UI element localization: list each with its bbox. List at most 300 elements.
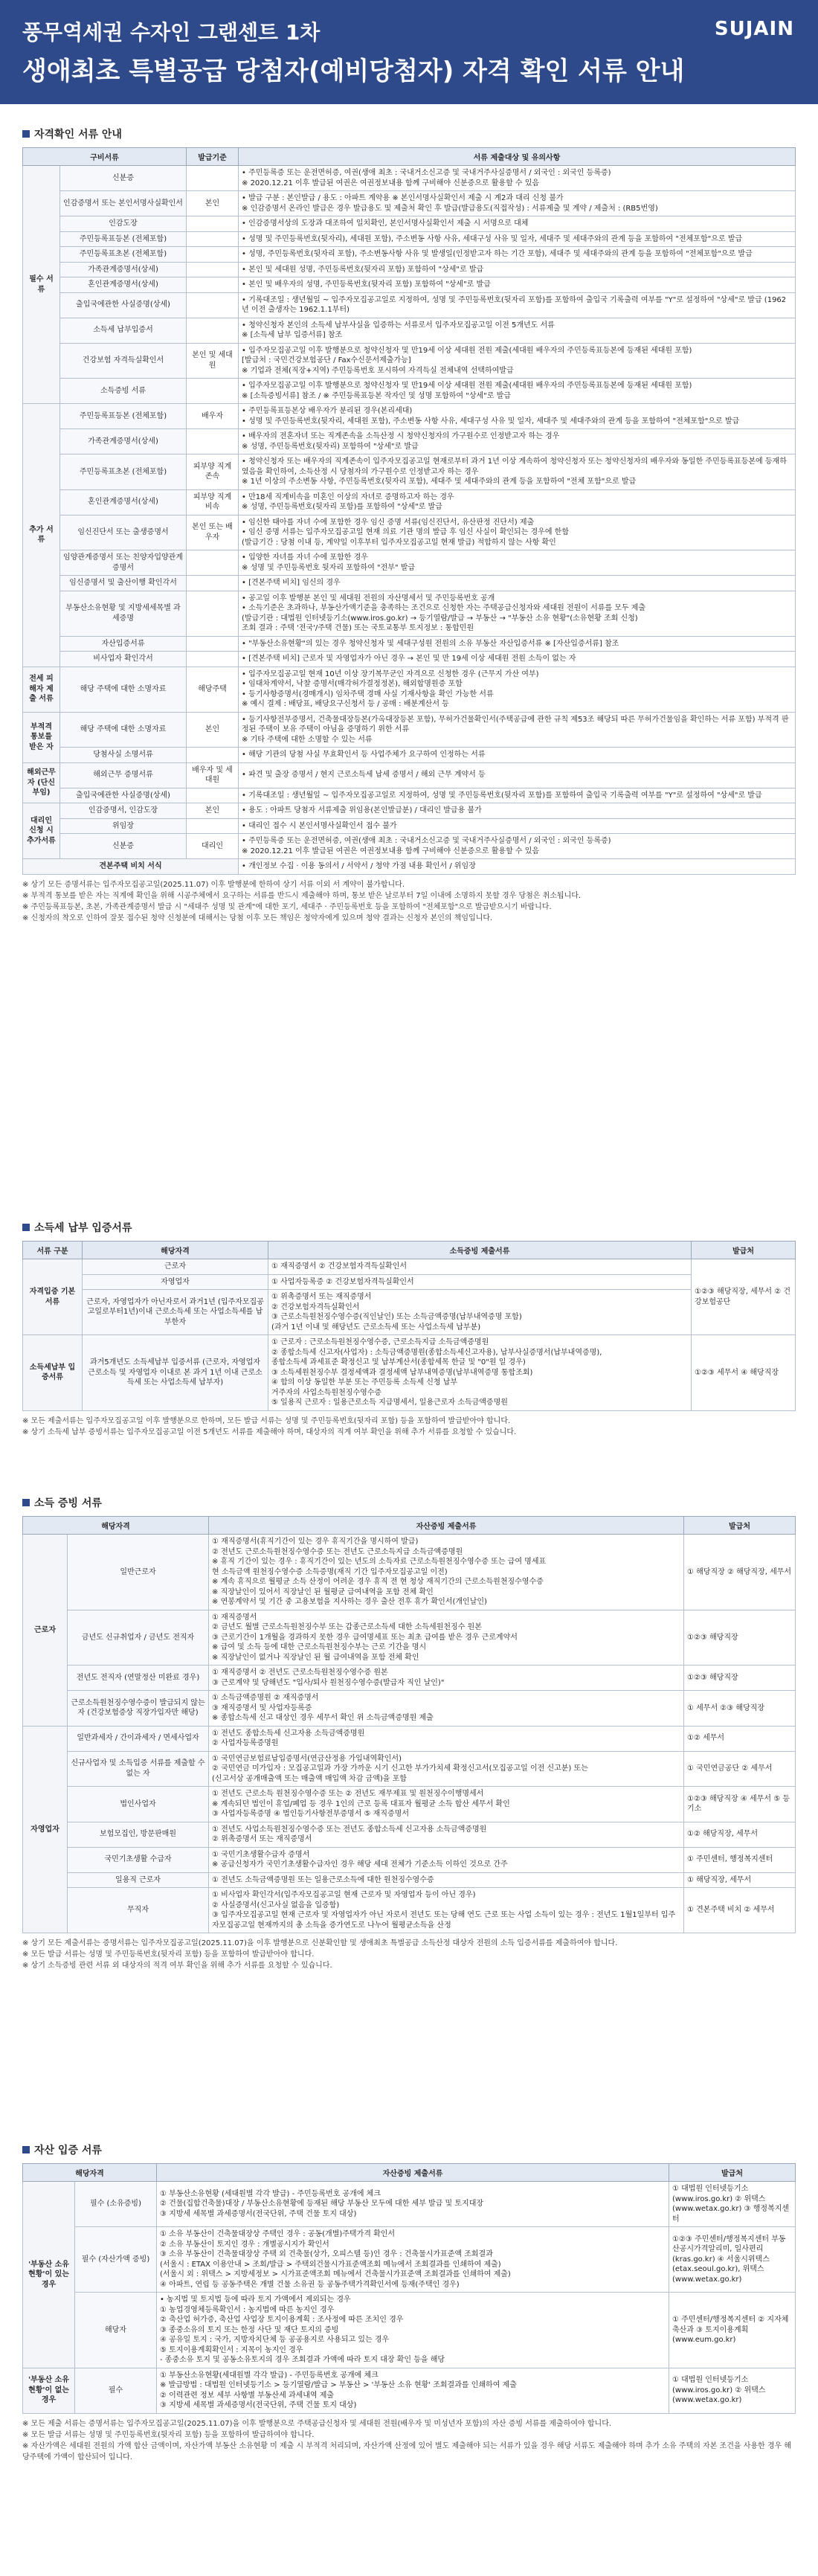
doc-description — [209, 1535, 684, 1610]
doc-name: 주민등록표등본 (전체포함) — [60, 231, 187, 247]
doc-name: 신분증 — [60, 834, 187, 859]
qualification: 과거5개년도 소득세납부 입증서류 (근로자, 자영업자 근로소득 및 자영업자 이내로 본 과거 1년 이내 근로소득세 또는 사업소득세 납부자) — [83, 1335, 268, 1411]
col-header: 발급처 — [684, 1517, 796, 1535]
issuer — [187, 292, 239, 318]
description-line: ① 위촉증명서 또는 재직증명서 — [271, 1293, 372, 1301]
description-line: ※ 공급신청자가 국민기초생활수급자인 경우 해당 세대 전체가 기준소득 이하인 것으로 간주 — [212, 1860, 508, 1869]
doc-description — [239, 762, 796, 788]
square-bullet-icon — [22, 1499, 30, 1506]
doc-description — [239, 591, 796, 636]
issuer — [187, 262, 239, 277]
table-row — [23, 166, 796, 191]
description-line: ※ 2020.12.21 이후 발급된 여권은 여권정보내용 함께 구비해야 신분증으로 활용할 수 있음 — [242, 847, 540, 855]
description-line: 종합소득세 과세표준 확정신고 및 납부계산서(종합세목 한글 및 "0"원 일 경우) — [271, 1358, 526, 1366]
description-line: ② 종합소득세 신고자(사업자) : 소득금액증명원(종합소득세신고자용), 납부사실증명서(납부내역증명), — [271, 1348, 602, 1357]
description-line: ① 전년도 소득금액증명원 또는 일용근로소득에 대한 원천징수영수증 — [212, 1875, 434, 1884]
description-line: • 공고일 이후 발행분 본인 및 세대원 전원의 자산명세서 및 주민등록번호 공개 — [242, 594, 495, 603]
table-row — [23, 404, 796, 429]
description-line: ① 소득금액증명원 ② 재직증명서 — [212, 1694, 319, 1702]
description-line: ※ 계속되던 법인이 휴업/폐업 등 경우 1인의 근로 등록 대표자 월평균 소득 합산 세무서 확인 — [212, 1799, 510, 1808]
table-row — [23, 292, 796, 318]
table-row — [23, 762, 796, 788]
doc-name: 자산입증서류 — [60, 636, 187, 652]
description-line: • 입주자모집공고일 이후 발행분으로 청약신청자 및 만19세 이상 세대원 전원 제출(세대원 배우자의 주민등록표등본에 등재된 세대원 포함) — [242, 346, 692, 355]
note-line: ※ 모든 발급 서류는 성명 및 주민등록번호(뒷자리 포함) 등을 포함하여 발급받아야 합니다. — [22, 1950, 315, 1959]
doc-name: 건강보험 자격득실확인서 — [60, 343, 187, 379]
issuer: ① 주민센터, 행정복지센터 — [684, 1847, 796, 1872]
description-line: (서울시 : ETAX 이용안내 > 조회/발급 > 주택외건물시가표준액조회 메뉴에서 조회결과를 인쇄하여 제출) — [160, 2260, 501, 2269]
description-line: ※ 연봉계약서 및 기간 중 고용보험을 지사하는 경우 출산 전후 휴가 확인서(개인날인) — [212, 1598, 487, 1606]
description-line: ※ 휴직 기간이 있는 경우 : 휴직기간이 있는 년도의 소득자료 근로소득원천징수영수증 또는 급여 명세표 — [212, 1558, 547, 1566]
issuer: ①②③ 해당직장 — [684, 1666, 796, 1691]
description-line: ① 전년도 종합소득세 신고자용 소득금액증명원 — [212, 1729, 365, 1738]
description-line: ② 소유 부동산이 토지인 경우 : 개별공시지가 확인서 — [160, 2240, 329, 2249]
description-line: ② 축산업 허가증, 축산업 사업장 토지이용계획 : 조사정에 따른 조치인 경우 — [160, 2316, 404, 2324]
doc-description — [239, 318, 796, 343]
description-line: • 인감증명서상의 도장과 대조하여 일치확인, 본인서명사실확인서 제출 시 서명으로 대체 — [242, 219, 529, 228]
description-line: ② 국민연금 미가입자 : 모집공고일과 가장 가까운 시기 신고한 부가가치세 확정신고서(모집공고일 이전 신고분) 또는 — [212, 1764, 588, 1773]
table-row — [23, 216, 796, 232]
table-row — [23, 576, 796, 591]
square-bullet-icon — [22, 130, 30, 138]
issuer: 본인 — [187, 803, 239, 819]
issuer — [187, 818, 239, 834]
doc-name: 혼인관계증명서(상세) — [60, 277, 187, 293]
description-line: ② 금년도 월별 근로소득원천징수부 또는 갑종근로소득세 대한 소득세원천징수 원본 — [212, 1623, 482, 1631]
qualification: 무직자 — [68, 1888, 209, 1933]
issuer — [187, 166, 239, 191]
col-header: 자산증빙 제출서류 — [209, 1517, 684, 1535]
issuer: 본인 — [187, 191, 239, 216]
description-line: ① 전년도 근로소득 원천징수영수증 또는 ② 전년도 재무제표 및 원천징수이행명세서 — [212, 1790, 484, 1798]
description-line: • 등기사항전부증명서, 건축물대장등본(가옥대장등본 포함), 무허가건물확인서(주택공급에 관한 규칙 제53조 해당되 따른 무허가건물임을 확인하는 서류 포함) 부적격 판정된 주택이 보유 주택이 아님을 증명하기 위한 서류 — [242, 715, 789, 733]
table-row — [23, 2368, 796, 2413]
description-line: ※ [소득세 납부 입증서류] 참조 — [242, 331, 343, 339]
description-line: ※ 급여 및 소득 등에 대한 근로소득원천징수부는 근로 기간을 명시 — [212, 1643, 427, 1651]
section-notes — [22, 1416, 796, 1438]
doc-description — [209, 1751, 684, 1787]
note-line: ※ 모든 발급 서류는 성명 및 주민등록번호(뒷자리 포함) 등을 포함하여 발급하여야 합니다. — [22, 2430, 315, 2439]
description-line: ① 소유 부동산이 건축물대장상 주택인 경우 : 공동(개별)주택가격 확인서 — [160, 2230, 396, 2238]
description-line: • 개인정보 수집 · 이용 동의서 / 서약서 / 청약 가점 내용 확인서 / 위임장 — [242, 862, 476, 870]
description-line: 현 소득금액 원천징수영수증 소득증명(재직 기간 입주자모집공고일 이전) — [212, 1567, 448, 1576]
doc-description — [157, 2182, 669, 2227]
description-line: • 입양한 자녀를 자녀 수에 포함한 경우 — [242, 553, 368, 562]
description-line: • 기록대조일 : 생년월일 ~ 입주자모집공고일로 지정하여, 성명 및 주민등록번호(뒷자리 포함)를 포함하여 출입국 기록출력 여부를 "Y"로 설정하여 "상세"로 발급 (1962년 이전 출생자는 1962.1.1부터) — [242, 295, 787, 314]
doc-name: 당첨사실 소명서류 — [60, 748, 187, 763]
description-line: • 본인 및 배우자의 성명, 주민등록번호(뒷자리 포함) 포함하여 "상세"로 발급 — [242, 280, 491, 289]
table-header-row — [23, 1242, 796, 1259]
description-line: ④ 공유일 토지 : 국가, 지방자치단체 등 공공용지로 사용되고 있는 경우 — [160, 2336, 390, 2344]
table-row — [23, 318, 796, 343]
description-line: ③ 재직증명서 및 사업자등록증 — [212, 1703, 312, 1712]
qualification: 자영업자 — [83, 1274, 268, 1290]
qualification: 근로자, 자영업자가 아닌자로서 과거1년 (입주자모집공고일로부터1년)이내 근로소득세 또는 사업소득세를 납부한자 — [83, 1290, 268, 1335]
section-notes — [22, 2418, 796, 2463]
description-line: • 주민등록증 또는 운전면허증, 여권(생애 최초 : 국내거소신고증 및 국내거주사실증명서 / 외국인 : 외국인 등록증) — [242, 837, 611, 845]
doc-description — [268, 1290, 692, 1335]
description-line: • 파견 및 출장 증명서 / 현지 근로소득세 납세 증명서 / 해외 근무 계약서 등 — [242, 771, 486, 780]
issuer: 본인 또는 배우자 — [187, 515, 239, 550]
table-row — [23, 652, 796, 667]
table-row — [23, 667, 796, 712]
doc-description — [239, 712, 796, 748]
section-asset-proof-docs — [22, 2142, 796, 2463]
note-line: ※ 상기 소득세 납부 증빙서류는 입주자모집공고일 이전 5개년도 서류를 제출해야 하며, 대상자의 직계 여부 확인을 위해 추가 서류를 요청할 수 있습니다. — [22, 1427, 517, 1436]
issuer: ① 세무서 ②③ 해당직장 — [684, 1691, 796, 1727]
description-line: • "부동산소유현황"의 있는 경우 청약신청자 및 세대구성원 전원의 소유 부동산 자산입증서류 ※ [자산입증서류] 참조 — [242, 639, 619, 648]
doc-name: 가족관계증명서(상세) — [60, 262, 187, 277]
doc-description — [239, 455, 796, 490]
description-line: ④ 합의 이상 동일한 부분 또는 주민등록 소득세 신청 납부 — [271, 1378, 458, 1387]
description-line: ※ 종합소득세 신고 대상인 경우 세무서 확인 위 소득금액증명원 제출 — [212, 1714, 434, 1722]
note-line: ※ 상기 모든 제출서류는 증명서류는 입주자모집공고일(2025.11.07)을 이후 발행분으로 신분확인할 및 생애최초 특별공급 소득산정 대상자 전원의 소득 입증서류를 제출하여야 합니다. — [22, 1939, 618, 1947]
doc-description — [239, 748, 796, 763]
doc-name: 인감증명서 또는 본인서명사실확인서 — [60, 191, 187, 216]
doc-name: 소득세 납부입증서 — [60, 318, 187, 343]
table-row — [23, 1847, 796, 1872]
issuer: 대리인 — [187, 834, 239, 859]
doc-description — [239, 292, 796, 318]
issuer — [187, 636, 239, 652]
table-row — [23, 191, 796, 216]
description-line: ※ 1년 이상의 주소변동 사항, 주민등록번호(뒷자리 포함), 세대주 및 세대주와의 관계 등을 포함하여 "전체 포함"으로 발급 — [242, 478, 637, 486]
description-line: ※ 직장날인이 없거나 직장날인 된 월 급여내역을 포함 전체 확인 — [212, 1653, 419, 1662]
group-cell: 근로자 — [23, 1535, 68, 1727]
doc-description — [239, 803, 796, 819]
doc-description — [239, 231, 796, 247]
description-line: • 등기사항증명서(경매개시) 임차주택 경매 사실 기재사항을 확인 가능한 서류 — [242, 690, 494, 698]
doc-description — [157, 2368, 669, 2413]
section-title: 소득세 납부 입증서류 — [22, 1220, 796, 1235]
table-row — [23, 788, 796, 803]
doc-description — [239, 788, 796, 803]
description-line: ※ 계속 휴직으로 월평균 소득 산정이 어려운 경우 휴직 전 현 청상 재직기간의 근로소득원천징수영수증 — [212, 1578, 544, 1586]
description-line: ① 비사업자 확인각서(입주자모집공고일 현재 근로자 및 자영업자 등이 아닌 경우) — [212, 1891, 476, 1899]
description-line: ② 사실증명서(신고사실 없음을 입증함) — [212, 1901, 340, 1909]
qualification: 근로소득원천징수영수증이 발급되지 않는자 (건강보험증상 직장가입자만 해당) — [68, 1691, 209, 1727]
doc-description — [239, 247, 796, 263]
table-row — [23, 1726, 796, 1751]
doc-description — [209, 1888, 684, 1933]
qualification: 근로자 — [83, 1259, 268, 1275]
doc-name: 가족관계증명서(상세) — [60, 429, 187, 455]
description-line: ① 국민기초생활수급자 증명서 — [212, 1850, 310, 1859]
table-row — [23, 277, 796, 293]
doc-description — [239, 404, 796, 429]
description-line: ※ 기타 주택에 대한 소명할 수 있는 서류 — [242, 735, 373, 744]
description-line: • 주민등록표등본상 배우자가 분리된 경우(본리세대) — [242, 407, 413, 415]
eligibility-docs-table — [22, 147, 796, 875]
group-cell: '부동산 소유현황'이 있는 경우 — [23, 2182, 75, 2368]
issuer: 본인 — [187, 712, 239, 748]
description-line: ① 근로자 : 근로소득원천징수영수증, 근로소득지급 소득금액증명원 — [271, 1338, 489, 1346]
description-line: ② 위촉증명서 또는 재직증명서 — [212, 1835, 312, 1843]
note-line: ※ 모든 제출서류는 입주자모집공고일 이후 발행분으로 한하며, 모든 발급 서류는 성명 및 주민등록번호(뒷자리 포함) 등을 포함하여 발급받아야 합니다. — [22, 1416, 511, 1425]
section-title: 소득 증빙 서류 — [22, 1495, 796, 1510]
doc-description — [239, 834, 796, 859]
table-row — [23, 834, 796, 859]
description-line: [발급처 : 국민건강보험공단 / Fax수신문서제출가능] — [242, 356, 411, 364]
col-header: 해당자격 — [23, 1517, 209, 1535]
issuer: ① 견본주택 비치 ② 세무서 — [684, 1888, 796, 1933]
description-line: • 주민등록증 또는 운전면허증, 여권(생애 최초 : 국내거소신고증 및 국내거주사실증명서 / 외국인 : 외국인 등록증) — [242, 169, 611, 177]
table-row — [23, 247, 796, 263]
header-title: 생애최초 특별공급 당첨자(예비당첨자) 자격 확인 서류 안내 — [22, 57, 685, 86]
table-row — [23, 1259, 796, 1275]
doc-name: 부동산소유현황 및 지방세세목별 과세증명 — [60, 591, 187, 636]
qualification: 일반과세자 / 간이과세자 / 면세사업자 — [68, 1726, 209, 1751]
description-line: • 청약신청자 본인의 소득세 납부사실을 입증하는 서류로서 입주자모집공고일 이전 5개년도 서류 — [242, 321, 555, 330]
issuer: 피부양 직계존속 — [187, 455, 239, 490]
qualification: 국민기초생활 수급자 — [68, 1847, 209, 1872]
issuer: 배우자 — [187, 404, 239, 429]
table-row — [23, 1666, 796, 1691]
table-row — [23, 1872, 796, 1888]
issuer — [187, 231, 239, 247]
doc-description — [268, 1335, 692, 1411]
col-header: 발급처 — [669, 2164, 796, 2182]
description-line: ③ 소유 부동산이 건축물대장상 주택 외 건축물(상가, 오피스텔 등)인 경우 : 건축물시가표준액 조회결과 — [160, 2250, 493, 2258]
description-line: ③ 근로계약 및 당해년도 "입사/퇴사 원천징수영수증(발급자 직인 날인)" — [212, 1678, 445, 1687]
table-row — [23, 1610, 796, 1666]
table-row — [23, 550, 796, 576]
group-cell: 해외근무자 (단신부임) — [23, 762, 60, 803]
income-proof-table — [22, 1516, 796, 1933]
table-header-row — [23, 2164, 796, 2182]
group-cell: 필수 서류 — [23, 166, 60, 404]
description-line: ② 건물(집합건축물)대장 / 부동산소유현황에 등재된 해당 부동산 모두에 대한 세부 발급 및 토지대장 — [160, 2200, 484, 2209]
table-row — [23, 1822, 796, 1847]
group-cell: 소득세납부 입증서류 — [23, 1335, 83, 1411]
description-line: ① 부동산소유현황 (세대원별 각각 발급) - 주민등록번호 공개에 체크 — [160, 2189, 381, 2198]
description-line: ③ 지방세 세목별 과세증명서(전국단위, 주택 건물 토지 대상) — [160, 2209, 357, 2218]
description-line: ③ 소득세원천징수부 결정세액과 결정세액 납부내역증명(납부내역증명 통합조회) — [271, 1368, 533, 1377]
section-eligibility-docs — [22, 126, 796, 924]
description-line: ③ 지방세 세목별 과세증명서(전국단위, 주택 건물 토지 대상) — [160, 2401, 357, 2409]
description-line: ① 재직증명서 ② 건강보험자격득실확인서 — [271, 1262, 408, 1271]
description-line: (신고서상 공개매출액 또는 매출액 매입액 차감 금액)을 포함 — [212, 1774, 407, 1783]
doc-description — [157, 2293, 669, 2368]
description-line: (과거 1년 이내 및 해당년도 근로소득세 또는 사업소득세 납부분) — [271, 1323, 481, 1332]
issuer — [187, 247, 239, 263]
square-bullet-icon — [22, 1224, 30, 1231]
doc-description — [239, 576, 796, 591]
doc-name: 인감도장 — [60, 216, 187, 232]
description-line: ② 사업자등록증명원 — [212, 1739, 279, 1747]
description-line: ① 전년도 사업소득원천징수영수증 또는 전년도 종합소득세 신고자용 소득금액증명원 — [212, 1825, 487, 1834]
note-line: ※ 모든 제출 서류는 증명서류는 입주자모집공고일(2025.11.07)을 이후 발행분으로 주택공급신청자 및 세대원 전원(배우자 및 미성년자 포함)의 자산 증빙 서류를 제출하여야 합니다. — [22, 2419, 612, 2428]
description-line: ① 부동산소유현황(세대원별 각각 발급) - 주민등록번호 공개에 체크 — [160, 2371, 379, 2380]
description-line: ※ 2020.12.21 이후 발급된 여권은 여권정보내용 함께 구비해야 신분증으로 활용할 수 있음 — [242, 179, 540, 187]
description-line: • 발급 구분 : 본인발급 / 용도 : 아파트 계약용 ※ 본인서명사실확인서 제출 시 계2과 대리 신청 불가 — [242, 194, 564, 202]
description-line: ① 사업자등록증 ② 건강보험자격득실확인서 — [271, 1277, 414, 1286]
qualification: 금년도 신규취업자 / 금년도 전직자 — [68, 1610, 209, 1666]
issuer: ① 국민연금공단 ② 세무서 — [684, 1751, 796, 1787]
doc-description — [209, 1691, 684, 1727]
table-row — [23, 859, 796, 875]
description-line: ② 전년도 근로소득원천징수영수증 또는 전년도 근로소득지급 소득금액증명원 — [212, 1547, 463, 1556]
issuer — [187, 652, 239, 667]
doc-description — [239, 652, 796, 667]
table-row — [23, 515, 796, 550]
brand-logo: SUJAIN — [714, 18, 794, 40]
doc-description — [209, 1787, 684, 1822]
section-title: 자격확인 서류 안내 — [22, 126, 796, 141]
doc-name: 혼인관계증명서(상세) — [60, 489, 187, 515]
description-line: (발급기간 : 당첨 이내 등, 계약일 이후부터 입주자모집공고일 현재 발급) 적합하지 않는 사항 확인 — [242, 538, 556, 547]
doc-description — [268, 1274, 692, 1290]
issuer: 해당주택 — [187, 667, 239, 712]
description-line: ① 국민연금보험료납입증명서(연금산정용 가입내역확인서) — [212, 1754, 402, 1763]
doc-description — [268, 1259, 692, 1275]
description-line: • 성명 및 주민등록번호(뒷자리), 세대원 포함), 주소변동 사항 사유, 세대구성 사유 및 일자, 세대주 및 세대주와의 관계 등을 포함하여 "전체포함"으로 발급 — [242, 234, 743, 243]
description-line: (발급기관 : 대법원 인터넷등기소(www.iros.go.kr) → 등기열람/발급 → 부동산 → "부동산 소유 현황"(소유현황 조회 신청) — [242, 614, 638, 623]
description-line: • 임대차계약서, 낙찰 증명서(매각허가결정정본), 해외합명원증 포함 — [242, 680, 463, 688]
description-line: ③ 근로기간이 1개월을 경과하지 못한 경우 급여명세표 또는 최초 급여를 받은 경우 근로계약서 — [212, 1633, 518, 1642]
note-line: ※ 상기 모든 증명서류는 입주자모집공고일(2025.11.07) 이후 발행분에 한하여 상기 서류 이외 서 계약이 불가합니다. — [22, 880, 405, 889]
doc-description — [239, 859, 796, 875]
issuer — [187, 748, 239, 763]
table-row — [23, 1751, 796, 1787]
doc-description — [239, 818, 796, 834]
description-line: • 입주자모집공고일 현재 10년 이상 장기복무군인 자격으로 신청한 경우 (근무지 가산 여부) — [242, 669, 539, 678]
table-row — [23, 2227, 796, 2293]
asset-proof-table — [22, 2163, 796, 2414]
income-tax-table — [22, 1241, 796, 1411]
issuer: 본인 및 세대원 — [187, 343, 239, 379]
issuer: ①② 해당직장, 세무서 — [684, 1822, 796, 1847]
table-header-row — [23, 1517, 796, 1535]
description-line: - 종중소유 토지 및 공동소유토지의 경우 조회결과 가액에 따라 토지 대장 확인 등을 해당 — [160, 2356, 445, 2364]
doc-description — [239, 550, 796, 576]
header-line1: 풍무역세권 수자인 그랜센트 1차 — [22, 20, 321, 45]
table-row — [23, 429, 796, 455]
description-line: • 성명, 주민등록번호(뒷자리 포함), 주소변동사항 사유 및 발생일(인정받고자 하는 기간 포함), 세대주 및 세대주와의 관계 등을 포함하여 "전체포함"으로 발급 — [242, 250, 753, 258]
doc-name: 인감증명서, 인감도장 — [60, 803, 187, 819]
section-notes — [22, 1938, 796, 1971]
description-line: ※ 기업과 전체(직장+지역) 주민등록번호 포시하여 자격득실 전체내역 선택하여발급 — [242, 366, 514, 375]
issuer — [187, 550, 239, 576]
description-line: ② 이력관련 정보 세부 사항별 부동산세 과세내역 제출 — [160, 2391, 335, 2400]
description-line: 거주자의 사업소득원천징수영수증 — [271, 1388, 382, 1397]
doc-description — [209, 1847, 684, 1872]
issuer: ①② 세무서 — [684, 1726, 796, 1751]
doc-description — [239, 343, 796, 379]
table-row — [23, 343, 796, 379]
issuer — [187, 216, 239, 232]
table-row — [23, 1274, 796, 1290]
table-row — [23, 379, 796, 404]
description-line: ① 재직증명서 ② 전년도 근로소득원천징수영수증 원본 — [212, 1668, 388, 1677]
doc-description — [239, 191, 796, 216]
doc-name: 신분증 — [60, 166, 187, 191]
col-header: 발급처 — [692, 1242, 796, 1259]
doc-description — [239, 262, 796, 277]
qualification: 신규사업자 및 소득입증 서류를 제출할 수 없는 자 — [68, 1751, 209, 1787]
table-row — [23, 748, 796, 763]
col-header: 서류 구분 — [23, 1242, 83, 1259]
qualification: 일용직 근로자 — [68, 1872, 209, 1888]
table-row — [23, 818, 796, 834]
doc-description — [209, 1610, 684, 1666]
doc-name: 출입국에관한 사실증명(상세) — [60, 788, 187, 803]
table-header-row — [23, 148, 796, 166]
table-row — [23, 1290, 796, 1335]
qualification: 보험모집인, 방문판매원 — [68, 1822, 209, 1847]
col-header: 구비서류 — [23, 148, 187, 166]
table-row — [23, 636, 796, 652]
table-row — [23, 262, 796, 277]
description-line: • 소득기준은 초과하나, 부동산가액기준을 충족하는 조건으로 신청한 자는 주택공급신청자와 세대원 전원이 서류를 모두 제출 — [242, 604, 646, 612]
doc-name: 비사업자 확인각서 — [60, 652, 187, 667]
issuer: ① 주민센터/행정복지센터 ② 지자체 축산과 ③ 토지이용계획(www.eum.go.kr) — [669, 2293, 796, 2368]
description-line: • 용도 : 아파트 당첨자 서류제출 위임용(본인발급분) / 대리인 발급용 불가 — [242, 806, 482, 815]
description-line: ※ 성명 및 주민등록번호 뒷자리 포함하여 "전부" 발급 — [242, 563, 416, 572]
doc-description — [239, 515, 796, 550]
doc-name: 위임장 — [60, 818, 187, 834]
table-row — [23, 1335, 796, 1411]
page-header — [0, 0, 818, 104]
issuer: ①②③ 해당직장 — [684, 1610, 796, 1666]
issuer — [187, 429, 239, 455]
description-line: • 청약신청자 또는 배우자의 직계존속이 입주자모집공고일 현재로부터 과거 1년 이상 계속하여 청약신청자 또는 청약신청자의 배우자와 동일한 주민등록표등본에 등재하였음을 확인하여, 소득산정 시 당첨자의 가구원수로 인정받고자 하는 경우 — [242, 457, 787, 476]
issuer: ①②③ 해당직장 ④ 세무서 ⑤ 등기소 — [684, 1787, 796, 1822]
group-cell: 전세 피해자 제출 서류 — [23, 667, 60, 712]
description-line: ① 재직증명서(휴직기간이 있는 경우 휴직기간을 명시하여 발급) — [212, 1538, 419, 1546]
doc-description — [209, 1726, 684, 1751]
note-line: ※ 주민등록표등본, 초본, 가족관계증명서 발급 시 "세대주 성명 및 관계"에 대한 포기, 세대주 · 주민등록번호 등을 포함하여 "전체포함"으로 발급받으시기 바랍니다. — [22, 902, 552, 911]
doc-name: 임양관계증명서 또는 친양자입양관계증명서 — [60, 550, 187, 576]
doc-name: 임신증명서 및 출산이행 확인각서 — [60, 576, 187, 591]
issuer — [187, 277, 239, 293]
doc-name: 해당 주택에 대한 소명자료 — [60, 667, 187, 712]
description-line: • 입주자모집공고일 이후 발행분으로 청약신청자 및 만19세 이상 세대원 전원 제출(세대원 배우자의 주민등록표등본에 등재된 세대원 포함) — [242, 382, 692, 390]
description-line: ② 건강보험자격득실확인서 — [271, 1303, 360, 1311]
note-line: ※ 부적격 통보를 받은 자는 직계에 확인을 위해 시공주체에서 요구하는 서류를 반드시 제출해야 하며, 통보 받은 날로부터 7일 이내에 소명하지 못할 경우 당첨은 취소됩니다. — [22, 891, 582, 900]
doc-name: 출입국에관한 사실증명(상세) — [60, 292, 187, 318]
doc-description — [239, 489, 796, 515]
doc-description — [239, 636, 796, 652]
note-line: ※ 자산가액은 세대원 전원의 가액 합산 금액이며, 자산가액 부동산 소유현황 미 제출 시 부적격 처리되며, 자산가액 산정에 있어 별도 제출해야 되는 서류가 있을 경우 해당 서류도 제출해야 하며 추가 소유 주택의 자본 조건을 사용한 경우 해당주택에 가액이 합산되어 입니다. — [22, 2441, 792, 2461]
description-line: • 만18세 직계비속을 미혼인 이상의 자녀로 증명하고자 하는 경우 — [242, 492, 454, 501]
table-row — [23, 489, 796, 515]
doc-description — [239, 166, 796, 191]
doc-name: 주민등록표초본 (전체포함) — [60, 247, 187, 263]
description-line: ③ 근로소득원천징수영수증(직인날인) 또는 소득금액증명(납부내역증명 포함) — [271, 1313, 522, 1321]
issuer — [187, 788, 239, 803]
doc-description — [209, 1666, 684, 1691]
col-header: 해당자격 — [23, 2164, 157, 2182]
description-line: ⑤ 토지이용계획확인서 : 지목이 농지인 경우 — [160, 2345, 303, 2354]
description-line: ③ 입주자모집공고일 현재 근로자 및 자영업자가 아닌 자로서 전년도 또는 당해 연도 근로 또는 사업 소득이 있는 경우 : 전년도 1월1일부터 입주자모집공고일 현재까지의 총 소득을 증가연도로 나누어 월평균소득을 산정 — [212, 1911, 676, 1930]
doc-description — [209, 1822, 684, 1847]
col-header: 소득증빙 제출서류 — [268, 1242, 692, 1259]
issuer: ①②③ 주민센터/행정복지센터 부동산공시가격알리미, 일사편리(kras.go.kr) ④ 서울시위택스 (etax.seoul.go.kr), 위택스(www.wetax.go.kr) — [669, 2227, 796, 2293]
group-cell: 추가 서류 — [23, 404, 60, 667]
issuer — [187, 591, 239, 636]
doc-description — [239, 216, 796, 232]
table-row — [23, 1691, 796, 1727]
doc-description — [239, 667, 796, 712]
qualification: 일반근로자 — [68, 1535, 209, 1610]
col-header: 해당자격 — [83, 1242, 268, 1259]
doc-name: 주민등록표초본 (전체포함) — [60, 455, 187, 490]
table-row — [23, 455, 796, 490]
qualification: 법인사업자 — [68, 1787, 209, 1822]
description-line: • 임신한 태아를 자녀 수에 포함한 경우 임신 증명 서류(임신진단서, 유산판정 진단서) 제출 — [242, 518, 535, 527]
doc-name: 주민등록표등본 (전체포함) — [60, 404, 187, 429]
